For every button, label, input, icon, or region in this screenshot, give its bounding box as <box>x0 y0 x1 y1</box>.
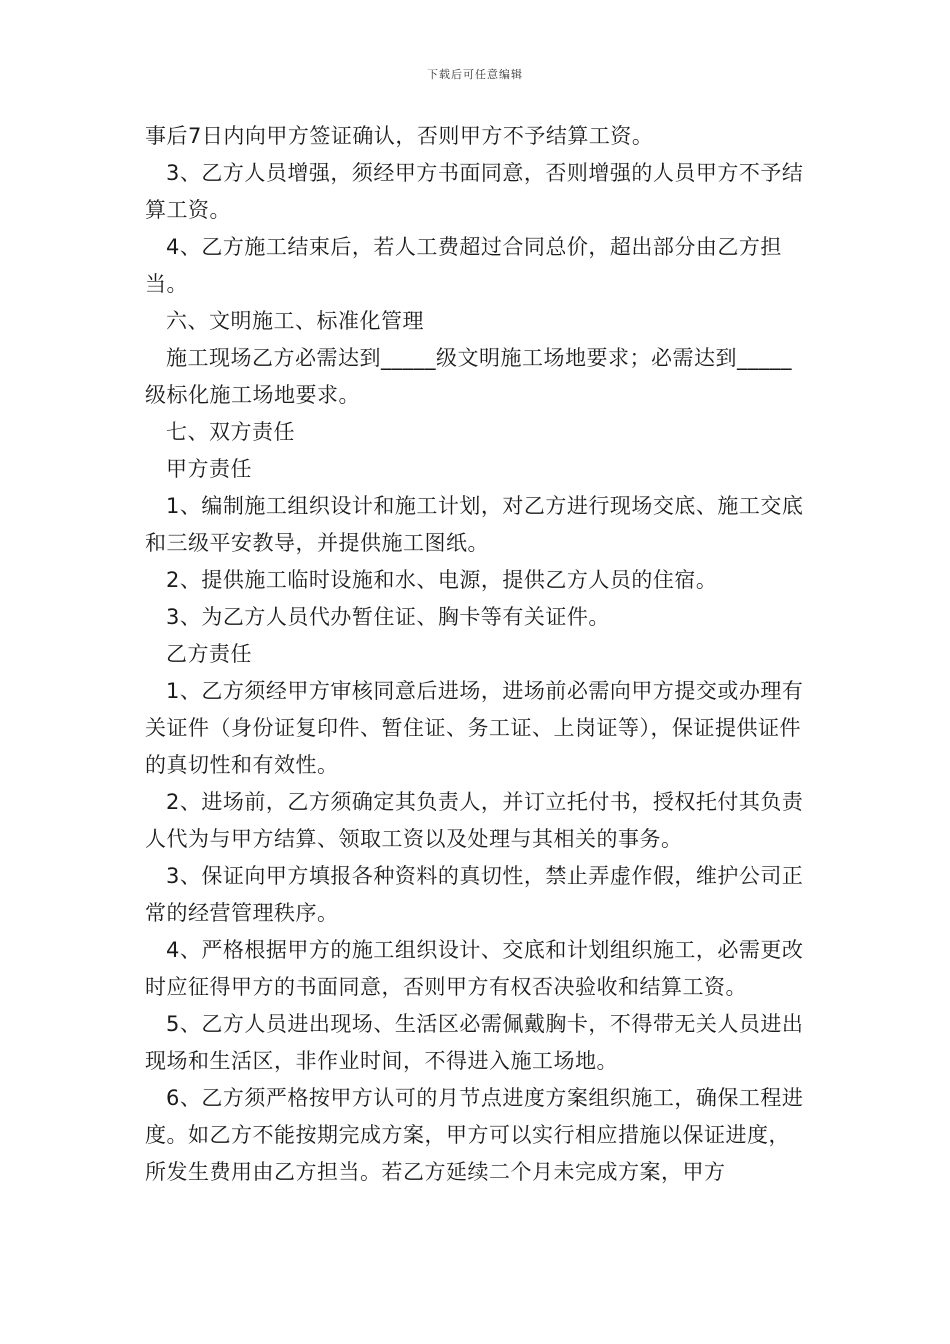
section-heading: 六、文明施工、标准化管理 <box>166 309 424 333</box>
section-heading: 七、双方责任 <box>166 420 295 444</box>
paragraph: 3、为乙方人员代办暂住证、胸卡等有关证件。 <box>166 605 610 629</box>
paragraph: 4、严格根据甲方的施工组织设计、交底和计划组织施工，必需更改时应征得甲方的书面同意，否则甲方有权否决验收和结算工资。 <box>145 938 804 999</box>
paragraph: 4、乙方施工结束后，若人工费超过合同总价，超出部分由乙方担当。 <box>145 235 782 296</box>
paragraph: 2、提供施工临时设施和水、电源，提供乙方人员的住宿。 <box>166 568 718 592</box>
paragraph: 1、乙方须经甲方审核同意后进场，进场前必需向甲方提交或办理有关证件（身份证复印件、暂住证、务工证、上岗证等），保证提供证件的真切性和有效性。 <box>145 679 804 777</box>
paragraph: 1、编制施工组织设计和施工计划，对乙方进行现场交底、施工交底和三级平安教导，并提供施工图纸。 <box>145 494 804 555</box>
page-header: 下载后可任意编辑 <box>427 68 523 81</box>
paragraph: 3、乙方人员增强，须经甲方书面同意，否则增强的人员甲方不予结算工资。 <box>145 161 804 222</box>
paragraph: 施工现场乙方必需达到_____级文明施工场地要求；必需达到_____级标化施工场地要求。 <box>145 346 792 407</box>
paragraph: 3、保证向甲方填报各种资料的真切性，禁止弄虚作假，维护公司正常的经营管理秩序。 <box>145 864 804 925</box>
paragraph: 2、进场前，乙方须确定其负责人，并订立托付书，授权托付其负责人代为与甲方结算、领取工资以及处理与其相关的事务。 <box>145 790 804 851</box>
paragraph: 6、乙方须严格按甲方认可的月节点进度方案组织施工，确保工程进度。如乙方不能按期完成方案，甲方可以实行相应措施以保证进度，所发生费用由乙方担当。若乙方延续二个月未完成方案，甲方 <box>145 1086 804 1184</box>
subsection-heading: 乙方责任 <box>166 642 252 666</box>
paragraph: 5、乙方人员进出现场、生活区必需佩戴胸卡，不得带无关人员进出现场和生活区，非作业时间，不得进入施工场地。 <box>145 1012 804 1073</box>
document-body <box>145 118 810 1191</box>
paragraph: 事后7日内向甲方签证确认，否则甲方不予结算工资。 <box>145 124 654 148</box>
subsection-heading: 甲方责任 <box>166 457 252 481</box>
